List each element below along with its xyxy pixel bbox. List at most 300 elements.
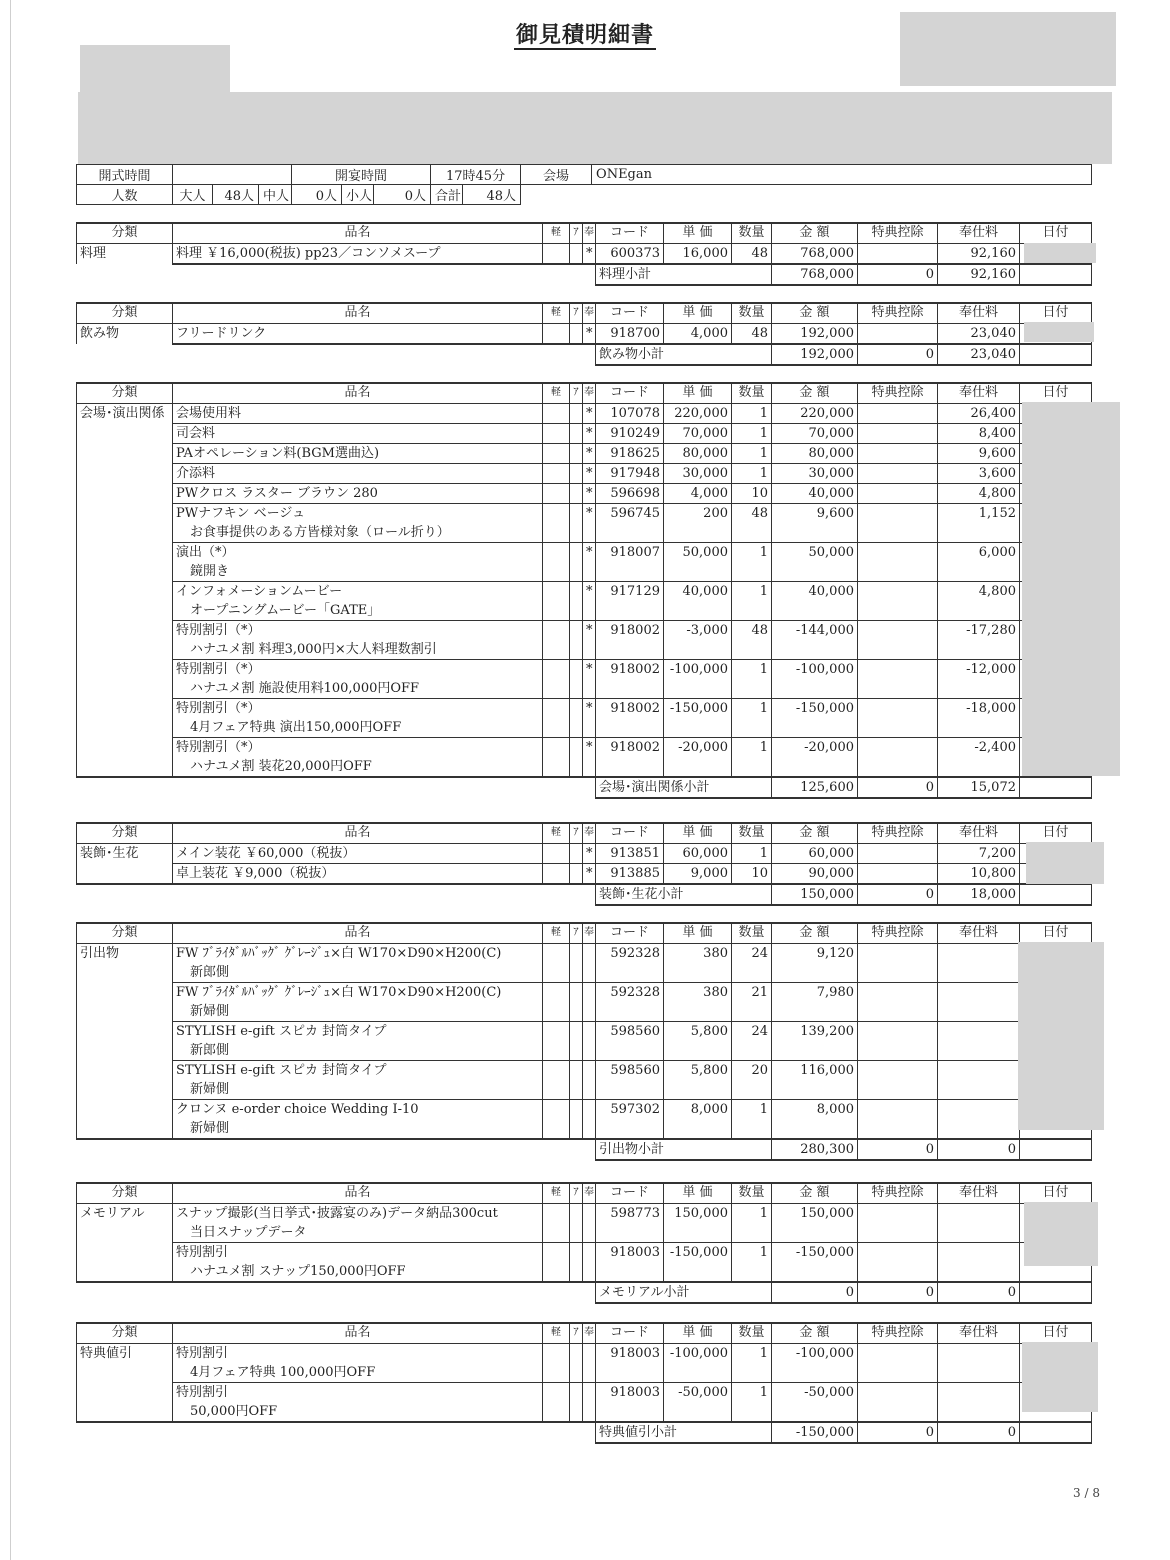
row-amount: 9,600 [772, 503, 858, 542]
header-qty: 数量 [732, 383, 772, 403]
row-benefit [858, 463, 938, 483]
row-service: -12,000 [938, 659, 1020, 698]
header-amount: 金 額 [772, 383, 858, 403]
row-code: 598560 [596, 1060, 664, 1099]
row-kei [543, 483, 570, 503]
row-service: -18,000 [938, 698, 1020, 737]
row-service: 8,400 [938, 423, 1020, 443]
adult-value: 48人 [213, 185, 259, 205]
row-benefit [858, 581, 938, 620]
row-item-name [173, 1021, 543, 1060]
row-fu [570, 243, 583, 264]
row-qty: 1 [732, 1203, 772, 1242]
row-hou: * [583, 483, 596, 503]
row-fu [570, 1060, 583, 1099]
header-kei: 軽 [543, 383, 570, 403]
header-unit-price: 単 価 [664, 303, 732, 323]
item-name-line1: 卓上装花 ￥9,000（税抜） [176, 865, 335, 881]
row-hou [583, 1382, 596, 1422]
row-fu [570, 863, 583, 884]
row-code: 918003 [596, 1343, 664, 1382]
row-hou: * [583, 698, 596, 737]
row-service: -2,400 [938, 737, 1020, 777]
row-hou [583, 982, 596, 1021]
redacted-block-header [78, 92, 1112, 164]
page-edge [10, 0, 11, 1560]
table-row [77, 1021, 1092, 1060]
item-name-line1: 特別割引（*） [176, 622, 261, 638]
row-service: 7,200 [938, 843, 1020, 863]
header-hou: 奉 [583, 1183, 596, 1203]
subtotal-service: 18,000 [938, 884, 1020, 905]
row-unit-price: 5,800 [664, 1021, 732, 1060]
header-item: 品名 [173, 923, 543, 943]
row-hou: * [583, 323, 596, 344]
row-code: 917948 [596, 463, 664, 483]
row-amount: -144,000 [772, 620, 858, 659]
row-kei [543, 423, 570, 443]
row-qty: 48 [732, 243, 772, 264]
redacted-date-memorial [1024, 1202, 1098, 1266]
header-hou: 奉 [583, 303, 596, 323]
header-date: 日付 [1020, 1323, 1092, 1343]
row-fu [570, 443, 583, 463]
row-category [77, 620, 173, 659]
header-category: 分類 [77, 923, 173, 943]
row-benefit [858, 443, 938, 463]
row-unit-price: 16,000 [664, 243, 732, 264]
row-service: -17,280 [938, 620, 1020, 659]
header-qty: 数量 [732, 303, 772, 323]
row-item-name [173, 698, 543, 737]
row-item-name [173, 503, 543, 542]
row-amount: 30,000 [772, 463, 858, 483]
row-amount: -20,000 [772, 737, 858, 777]
header-service: 奉仕料 [938, 303, 1020, 323]
row-hou: * [583, 542, 596, 581]
row-qty: 1 [732, 698, 772, 737]
row-kei [543, 1099, 570, 1139]
row-code: 918003 [596, 1382, 664, 1422]
section-table-special [76, 1322, 1092, 1444]
row-fu [570, 323, 583, 344]
row-qty: 1 [732, 659, 772, 698]
row-service [938, 1099, 1020, 1139]
row-code: 598560 [596, 1021, 664, 1060]
row-hou: * [583, 423, 596, 443]
row-qty: 21 [732, 982, 772, 1021]
item-name-line1: インフォメーションムービー [176, 583, 343, 599]
subtotal-label: 料理小計 [596, 264, 772, 285]
subtotal-service: 23,040 [938, 344, 1020, 365]
item-name-line1: STYLISH e-gift スピカ 封筒タイプ [176, 1023, 387, 1039]
row-item-name [173, 542, 543, 581]
row-unit-price: 50,000 [664, 542, 732, 581]
subtotal-amount: -150,000 [772, 1422, 858, 1443]
info-row-time [77, 165, 1092, 185]
row-category: 飲み物 [77, 323, 173, 344]
total-label: 合計 [431, 185, 463, 205]
row-kei [543, 1382, 570, 1422]
header-service: 奉仕料 [938, 823, 1020, 843]
row-category [77, 1382, 173, 1422]
subtotal-amount: 125,600 [772, 777, 858, 798]
row-item-name [173, 863, 543, 884]
header-category: 分類 [77, 823, 173, 843]
table-header-row [77, 923, 1092, 943]
row-benefit [858, 403, 938, 423]
row-item-name [173, 843, 543, 863]
row-benefit [858, 698, 938, 737]
row-item-name [173, 620, 543, 659]
row-amount: -100,000 [772, 1343, 858, 1382]
row-code: 592328 [596, 982, 664, 1021]
item-name-line2: 50,000円OFF [190, 1403, 278, 1419]
row-category: 引出物 [77, 943, 173, 982]
header-item: 品名 [173, 383, 543, 403]
row-amount: 50,000 [772, 542, 858, 581]
row-category [77, 1060, 173, 1099]
header-kei: 軽 [543, 1323, 570, 1343]
redacted-date-food [1024, 243, 1096, 263]
row-hou: * [583, 620, 596, 659]
row-qty: 48 [732, 323, 772, 344]
redacted-date-gift [1018, 942, 1104, 1130]
row-fu [570, 843, 583, 863]
item-name-line1: 特別割引 [176, 1345, 229, 1361]
header-benefit: 特典控除 [858, 923, 938, 943]
subtotal-date [1020, 777, 1092, 798]
row-unit-price: 220,000 [664, 403, 732, 423]
row-item-name [173, 943, 543, 982]
row-code: 913851 [596, 843, 664, 863]
row-qty: 10 [732, 863, 772, 884]
row-amount: 80,000 [772, 443, 858, 463]
row-kei [543, 1060, 570, 1099]
row-qty: 1 [732, 843, 772, 863]
row-qty: 1 [732, 1343, 772, 1382]
subtotal-date [1020, 344, 1092, 365]
row-unit-price: -50,000 [664, 1382, 732, 1422]
row-benefit [858, 323, 938, 344]
row-category [77, 1242, 173, 1282]
item-name-line2: 新郎側 [190, 1042, 230, 1058]
row-hou: * [583, 403, 596, 423]
row-service [938, 1242, 1020, 1282]
subtotal-spacer [77, 344, 596, 365]
table-row [77, 323, 1092, 344]
row-item-name [173, 982, 543, 1021]
header-qty: 数量 [732, 923, 772, 943]
row-unit-price: 4,000 [664, 483, 732, 503]
table-row [77, 243, 1092, 264]
row-amount: 60,000 [772, 843, 858, 863]
header-date: 日付 [1020, 823, 1092, 843]
header-category: 分類 [77, 1323, 173, 1343]
header-service: 奉仕料 [938, 1323, 1020, 1343]
adult-label: 大人 [173, 185, 213, 205]
row-qty: 1 [732, 463, 772, 483]
row-fu [570, 403, 583, 423]
row-benefit [858, 243, 938, 264]
row-amount: 150,000 [772, 1203, 858, 1242]
table-row [77, 620, 1092, 659]
header-qty: 数量 [732, 223, 772, 243]
redacted-date-special [1022, 1342, 1098, 1412]
item-name-line2: 新婦側 [190, 1120, 230, 1136]
venue-label: 会場 [521, 165, 592, 185]
item-name-line1: PWクロス ラスター ブラウン 280 [176, 485, 378, 501]
row-kei [543, 863, 570, 884]
redacted-block-top-right [900, 12, 1116, 86]
subtotal-row [77, 884, 1092, 905]
table-row [77, 698, 1092, 737]
row-service [938, 1021, 1020, 1060]
header-qty: 数量 [732, 1323, 772, 1343]
item-name-line2: ハナユメ割 施設使用料100,000円OFF [190, 680, 420, 696]
row-code: 918002 [596, 698, 664, 737]
row-kei [543, 620, 570, 659]
middle-value: 0人 [292, 185, 342, 205]
section-table-food [76, 222, 1092, 286]
header-kei: 軽 [543, 1183, 570, 1203]
item-name-line1: クロンヌ e-order choice Wedding I-10 [176, 1101, 419, 1117]
row-benefit [858, 1203, 938, 1242]
row-kei [543, 463, 570, 483]
table-row [77, 1382, 1092, 1422]
row-unit-price: -3,000 [664, 620, 732, 659]
subtotal-spacer [77, 884, 596, 905]
row-fu [570, 463, 583, 483]
row-kei [543, 943, 570, 982]
table-row [77, 1343, 1092, 1382]
row-hou [583, 1203, 596, 1242]
header-code: コード [596, 303, 664, 323]
header-amount: 金 額 [772, 1183, 858, 1203]
subtotal-amount: 280,300 [772, 1139, 858, 1160]
row-unit-price: 5,800 [664, 1060, 732, 1099]
header-date: 日付 [1020, 1183, 1092, 1203]
row-benefit [858, 1343, 938, 1382]
row-category [77, 503, 173, 542]
header-fu: ｱ [570, 823, 583, 843]
header-item: 品名 [173, 823, 543, 843]
row-hou: * [583, 659, 596, 698]
table-header-row [77, 1323, 1092, 1343]
row-category [77, 863, 173, 884]
redacted-date-drink [1024, 322, 1094, 342]
row-qty: 1 [732, 1099, 772, 1139]
row-hou: * [583, 443, 596, 463]
subtotal-label: 引出物小計 [596, 1139, 772, 1160]
row-code: 596745 [596, 503, 664, 542]
row-unit-price: 9,000 [664, 863, 732, 884]
header-item: 品名 [173, 223, 543, 243]
row-qty: 20 [732, 1060, 772, 1099]
row-category [77, 463, 173, 483]
header-qty: 数量 [732, 1183, 772, 1203]
row-kei [543, 982, 570, 1021]
row-benefit [858, 863, 938, 884]
row-item-name [173, 483, 543, 503]
subtotal-date [1020, 1139, 1092, 1160]
table-row [77, 982, 1092, 1021]
row-amount: -50,000 [772, 1382, 858, 1422]
row-item-name [173, 423, 543, 443]
item-name-line1: 会場使用料 [176, 405, 242, 421]
row-unit-price: -20,000 [664, 737, 732, 777]
row-qty: 1 [732, 443, 772, 463]
header-code: コード [596, 823, 664, 843]
row-code: 918007 [596, 542, 664, 581]
header-service: 奉仕料 [938, 1183, 1020, 1203]
row-benefit [858, 737, 938, 777]
item-name-line1: 特別割引 [176, 1244, 229, 1260]
row-category [77, 423, 173, 443]
row-hou: * [583, 863, 596, 884]
child-value: 0人 [374, 185, 431, 205]
section-table-gift [76, 922, 1092, 1161]
header-kei: 軽 [543, 923, 570, 943]
row-benefit [858, 423, 938, 443]
item-name-line2: ハナユメ割 装花20,000円OFF [190, 758, 372, 774]
start-time-value [173, 165, 292, 185]
row-amount: 220,000 [772, 403, 858, 423]
row-service [938, 1343, 1020, 1382]
row-code: 918002 [596, 737, 664, 777]
table-row [77, 659, 1092, 698]
row-benefit [858, 1021, 938, 1060]
row-category [77, 443, 173, 463]
row-kei [543, 1343, 570, 1382]
row-category: 装飾･生花 [77, 843, 173, 863]
row-hou: * [583, 503, 596, 542]
header-fu: ｱ [570, 223, 583, 243]
row-unit-price: 4,000 [664, 323, 732, 344]
header-hou: 奉 [583, 223, 596, 243]
table-header-row [77, 303, 1092, 323]
header-kei: 軽 [543, 303, 570, 323]
row-service: 3,600 [938, 463, 1020, 483]
header-date: 日付 [1020, 383, 1092, 403]
item-name-line1: 司会料 [176, 425, 216, 441]
row-fu [570, 698, 583, 737]
subtotal-spacer [77, 1282, 596, 1303]
row-category: 料理 [77, 243, 173, 264]
row-kei [543, 698, 570, 737]
table-row [77, 737, 1092, 777]
table-row [77, 443, 1092, 463]
table-row [77, 483, 1092, 503]
row-category: 会場･演出関係 [77, 403, 173, 423]
table-row [77, 1203, 1092, 1242]
section-table-memorial [76, 1182, 1092, 1304]
header-item: 品名 [173, 1323, 543, 1343]
header-unit-price: 単 価 [664, 923, 732, 943]
header-code: コード [596, 1183, 664, 1203]
row-category [77, 483, 173, 503]
row-amount: 40,000 [772, 483, 858, 503]
subtotal-benefit: 0 [858, 1139, 938, 1160]
row-kei [543, 323, 570, 344]
row-kei [543, 659, 570, 698]
row-fu [570, 982, 583, 1021]
header-code: コード [596, 223, 664, 243]
subtotal-amount: 768,000 [772, 264, 858, 285]
row-qty: 1 [732, 542, 772, 581]
subtotal-spacer [77, 777, 596, 798]
row-qty: 1 [732, 1382, 772, 1422]
subtotal-spacer [77, 1139, 596, 1160]
subtotal-service: 15,072 [938, 777, 1020, 798]
row-code: 918625 [596, 443, 664, 463]
row-fu [570, 581, 583, 620]
header-category: 分類 [77, 383, 173, 403]
subtotal-amount: 192,000 [772, 344, 858, 365]
row-hou [583, 943, 596, 982]
row-amount: 90,000 [772, 863, 858, 884]
document-title: 御見積明細書 [515, 22, 654, 48]
row-category [77, 737, 173, 777]
table-row [77, 943, 1092, 982]
row-hou [583, 1343, 596, 1382]
row-fu [570, 1203, 583, 1242]
header-fu: ｱ [570, 923, 583, 943]
item-name-line1: フリードリンク [176, 325, 267, 341]
header-qty: 数量 [732, 823, 772, 843]
table-row [77, 581, 1092, 620]
row-service [938, 1060, 1020, 1099]
row-item-name [173, 443, 543, 463]
row-category: メモリアル [77, 1203, 173, 1242]
row-code: 913885 [596, 863, 664, 884]
row-kei [543, 581, 570, 620]
item-name-line2: ハナユメ割 料理3,000円×大人料理数割引 [190, 641, 437, 657]
row-service: 4,800 [938, 483, 1020, 503]
row-benefit [858, 982, 938, 1021]
venue-value: ONEgan [592, 165, 1092, 185]
row-fu [570, 542, 583, 581]
subtotal-label: メモリアル小計 [596, 1282, 772, 1303]
row-fu [570, 1242, 583, 1282]
table-row [77, 1242, 1092, 1282]
row-unit-price: 8,000 [664, 1099, 732, 1139]
row-amount: 116,000 [772, 1060, 858, 1099]
subtotal-benefit: 0 [858, 344, 938, 365]
table-row [77, 423, 1092, 443]
subtotal-date [1020, 1282, 1092, 1303]
header-unit-price: 単 価 [664, 1323, 732, 1343]
header-service: 奉仕料 [938, 223, 1020, 243]
header-unit-price: 単 価 [664, 823, 732, 843]
subtotal-benefit: 0 [858, 264, 938, 285]
row-service: 26,400 [938, 403, 1020, 423]
item-name-line2: 4月フェア特典 100,000円OFF [190, 1364, 376, 1380]
row-benefit [858, 483, 938, 503]
row-kei [543, 503, 570, 542]
item-name-line1: 特別割引（*） [176, 661, 261, 677]
subtotal-row [77, 264, 1092, 285]
row-qty: 24 [732, 1021, 772, 1060]
row-item-name [173, 1203, 543, 1242]
row-qty: 24 [732, 943, 772, 982]
item-name-line2: オープニングムービー「GATE」 [190, 602, 381, 618]
header-hou: 奉 [583, 383, 596, 403]
subtotal-row [77, 1282, 1092, 1303]
header-code: コード [596, 1323, 664, 1343]
row-kei [543, 737, 570, 777]
row-category [77, 698, 173, 737]
